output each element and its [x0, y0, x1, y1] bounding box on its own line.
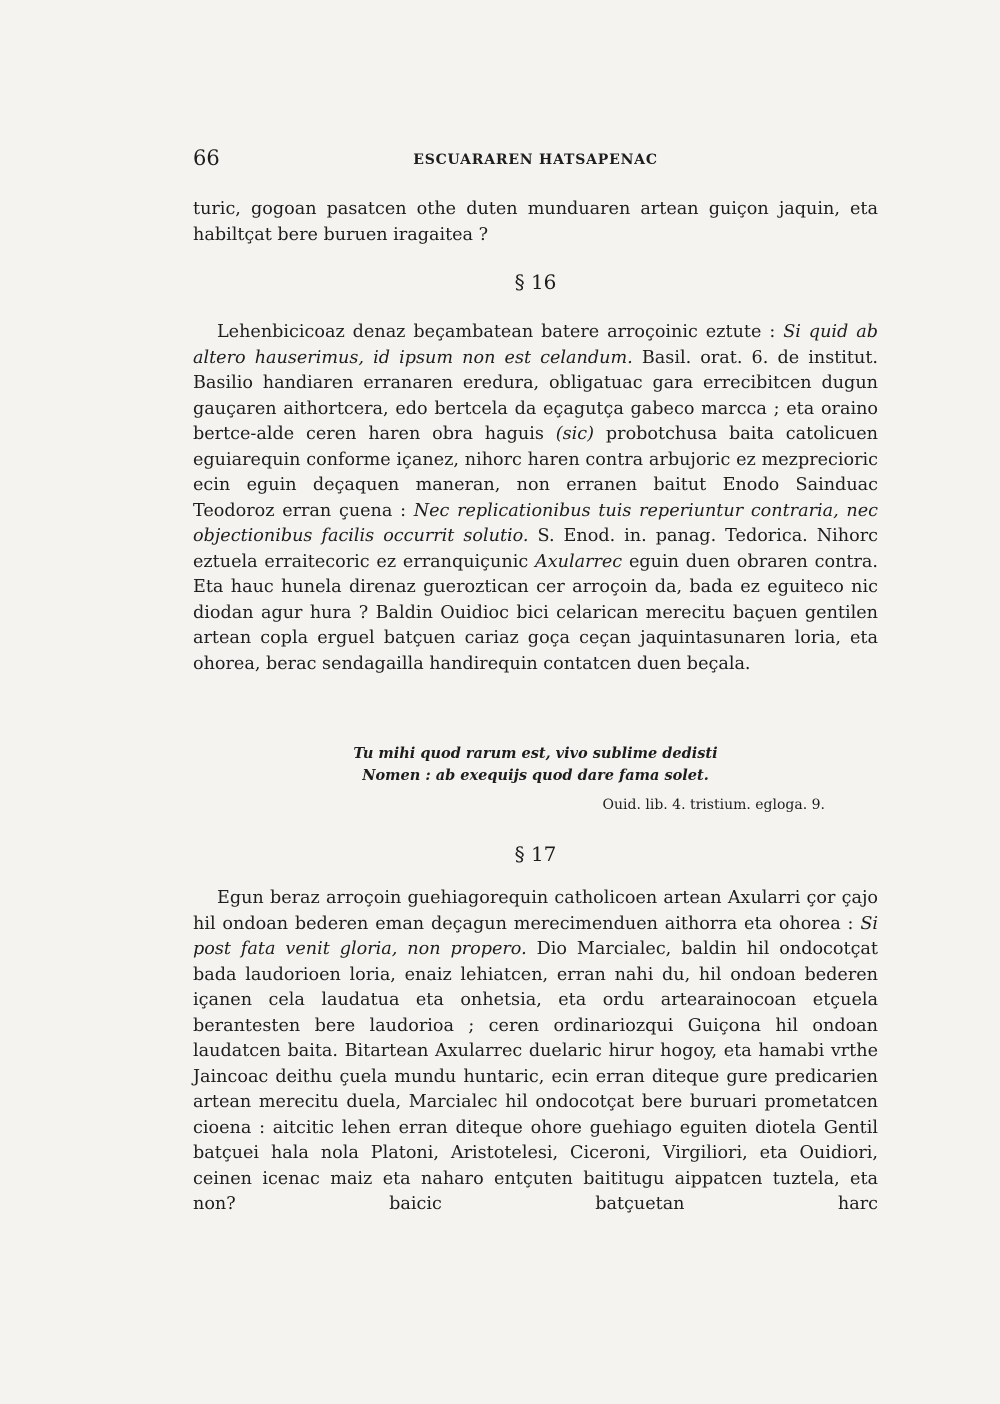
section-16-heading: § 16: [514, 270, 557, 294]
verse-line-1: Tu mihi quod rarum est, vivo sublime dedisti: [353, 745, 718, 762]
section-16-text-part: Lehenbicicoaz denaz beçambatean batere arroçoinic eztute :: [217, 322, 784, 342]
section-17-text-part: Egun beraz arroçoin guehiagorequin catholicoen artean Axularri çor çajo hil ondoan bederen eman deçagun merecimenduen aithorra eta ohorea :: [193, 888, 878, 934]
section-17-heading: § 17: [514, 842, 557, 866]
page-number: 66: [193, 146, 220, 170]
opening-line-1: turic, gogoan pasatcen othe duten munduaren artean guiçon jaquin, eta: [193, 199, 878, 219]
sic-note: (sic): [555, 424, 595, 444]
author-name: Axularrec: [535, 551, 623, 572]
section-16-text-part: probotchusa baita catolicuen eguiarequin conforme içanez, nihorc haren contra arbujoric ez mezprecioric ecin eguin deçaquen maneran, non erranen baitut Enodo Sainduac Teodoroz erran çuena :: [193, 424, 878, 521]
section-16-text-part: S. Enod. in. panag. Tedorica. Nihorc eztuela erraitecoric ez erranquiçunic: [193, 526, 878, 572]
page-header: [193, 146, 878, 176]
verse-citation: Ouid. lib. 4. tristium. egloga. 9.: [602, 797, 825, 813]
running-title: ESCUARAREN HATSAPENAC: [413, 152, 658, 168]
section-16-text-part: Basil. orat. 6. de institut. Basilio handiaren erranaren eredura, obligatuac gara errecibitcen dugun gauçaren aithortcera, edo bertcela da eçagutça gabeco marcca ; eta oraino bertce-alde ceren haren obra haguis: [193, 347, 878, 444]
latin-quote: Nec replicationibus tuis reperiuntur contraria, nec objectionibus facilis occurrit solutio.: [193, 500, 878, 546]
section-17-text: [193, 886, 878, 1218]
latin-quote: Si post fata venit gloria, non propero.: [193, 913, 878, 959]
section-16-text: [193, 320, 878, 677]
opening-line-2: habiltçat bere buruen iragaitea ?: [193, 224, 489, 245]
section-16-text-part: eguin duen obraren contra. Eta hauc hunela direnaz gueroztican cer arroçoin da, bada ez eguiteco nic diodan agur hura ? Baldin Ouidioc bici celarican merecitu baçuen gentilen artean copla erguel batçuen cariaz goça ceçan jaquintasunaren loria, eta ohorea, berac sendagailla handirequin contatcen duen beçala.: [193, 551, 878, 674]
verse-line-2: Nomen : ab exequijs quod dare fama solet.: [362, 767, 709, 784]
section-17-text-part: Dio Marcialec, baldin hil ondocotçat bada laudorioen loria, enaiz lehiatcen, erran nahi du, hil ondoan bederen içanen cela laudatua eta onhetsia, eta ordu artearainocoan etçuela berantesten bere laudorioa ; ceren ordinariozqui Guiçona hil ondoan laudatcen baita. Bitartean Axularrec duelaric hirur hogoy, eta hamabi vrthe Jaincoac deithu çuela mundu huntaric, ecin erran diteque gure predicarien artean merecitu duela, Marcialec hil ondocotçat bere buruari prometatcen cioena : aitcitic lehen erran diteque ohore guehiago eguiten diotela Gentil batçuei hala nola Platoni, Aristotelesi, Ciceroni, Virgiliori, eta Ouidiori, ceinen icenac maiz eta naharo entçuten baititugu aippatcen tuztela, eta non? baicic batçuetan harc: [193, 939, 878, 1214]
opening-paragraph: [193, 197, 878, 248]
section-17-paragraph: [193, 886, 878, 1218]
section-16-paragraph: [193, 320, 878, 677]
latin-quote: Si quid ab altero hauserimus, id ipsum non est celandum.: [193, 322, 878, 368]
